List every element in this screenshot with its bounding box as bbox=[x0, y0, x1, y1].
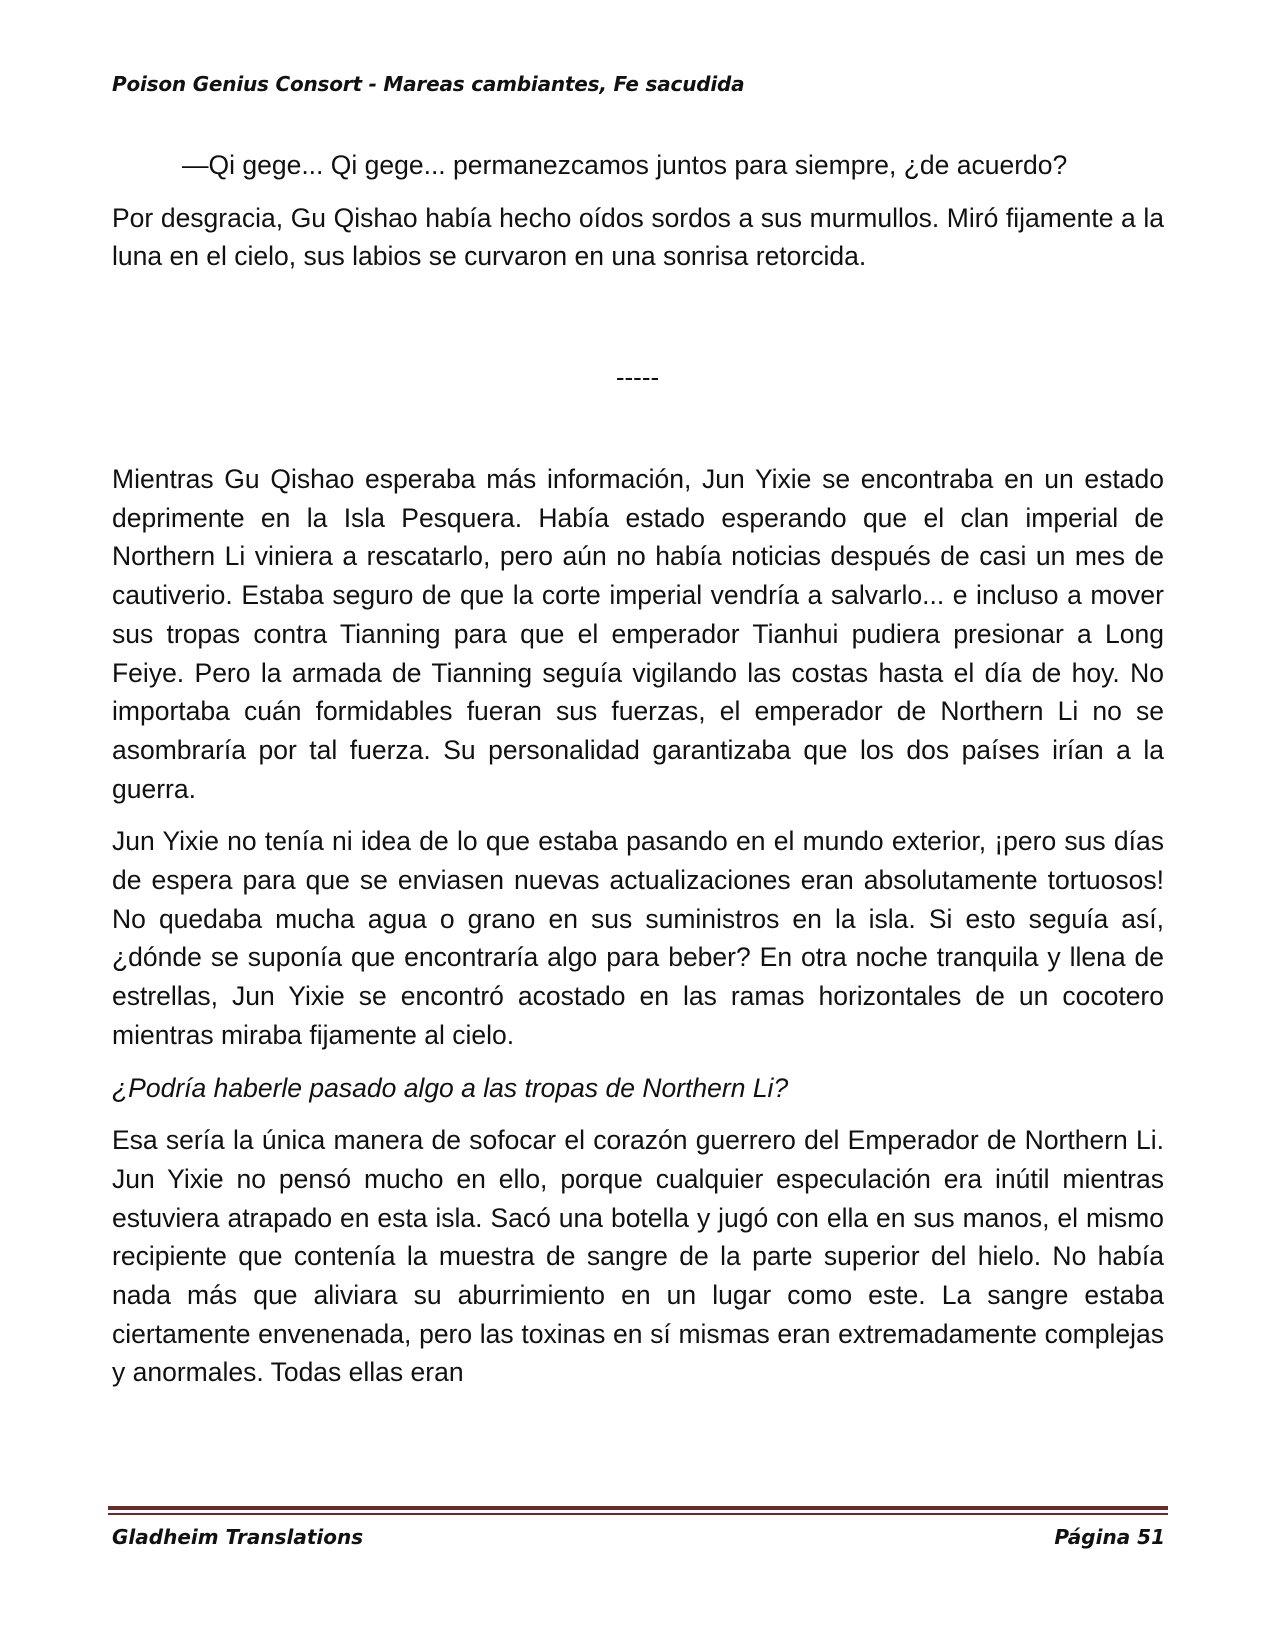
italic-thought-paragraph: ¿Podría haberle pasado algo a las tropas de Northern Li? bbox=[112, 1072, 789, 1103]
footer-page-number: Página 51 bbox=[1054, 1525, 1165, 1549]
body-paragraph: Mientras Gu Qishao esperaba más información, Jun Yixie se encontraba en un estado deprimente en la Isla Pesquera. Había estado esperando que el clan imperial de Northern Li viniera a rescatarlo, pero aún no había noticias después de casi un mes de cautiverio. Estaba seguro de que la corte imperial vendría a salvarlo... e incluso a mover sus tropas contra Tianning para que el emperador Tianhui pudiera presionar a Long Feiye. Pero la armada de Tianning seguía vigilando las costas hasta el día de hoy. No importaba cuán formidables fueran sus fuerzas, el emperador de Northern Li no se asombraría por tal fuerza. Su personalidad garantizaba que los dos países irían a la guerra. bbox=[112, 464, 1164, 804]
section-separator: ----- bbox=[615, 362, 660, 392]
footer-rule-thin bbox=[108, 1513, 1168, 1515]
body-paragraph: Jun Yixie no tenía ni idea de lo que estaba pasando en el mundo exterior, ¡pero sus días de espera para que se enviasen nuevas actualizaciones eran absolutamente tortuosos! No quedaba mucha agua o grano en sus suministros en la isla. Si esto seguía así, ¿dónde se suponía que encontraría algo para beber? En otra noche tranquila y llena de estrellas, Jun Yixie se encontró acostado en las ramas horizontales de un cocotero mientras miraba fijamente al cielo. bbox=[112, 826, 1164, 1050]
document-body-continued bbox=[112, 460, 1164, 1406]
document-body bbox=[112, 146, 1164, 290]
page-header-title: Poison Genius Consort - Mareas cambiantes, Fe sacudida bbox=[112, 72, 745, 96]
body-paragraph: Por desgracia, Gu Qishao había hecho oídos sordos a sus murmullos. Miró fijamente a la luna en el cielo, sus labios se curvaron en una sonrisa retorcida. bbox=[112, 202, 1164, 272]
body-paragraph: Esa sería la única manera de sofocar el corazón guerrero del Emperador de Northern Li. Jun Yixie no pensó mucho en ello, porque cualquier especulación era inútil mientras estuviera atrapado en esta isla. Sacó una botella y jugó con ella en sus manos, el mismo recipiente que contenía la muestra de sangre de la parte superior del hielo. No había nada más que aliviara su aburrimiento en un lugar como este. La sangre estaba ciertamente envenenada, pero las toxinas en sí mismas eran extremadamente complejas y anormales. Todas ellas eran bbox=[112, 1125, 1164, 1388]
dialogue-paragraph: —Qi gege... Qi gege... permanezcamos juntos para siempre, ¿de acuerdo? bbox=[182, 150, 1068, 180]
footer-rule-thick bbox=[108, 1506, 1168, 1510]
footer-translator-name: Gladheim Translations bbox=[112, 1525, 364, 1549]
